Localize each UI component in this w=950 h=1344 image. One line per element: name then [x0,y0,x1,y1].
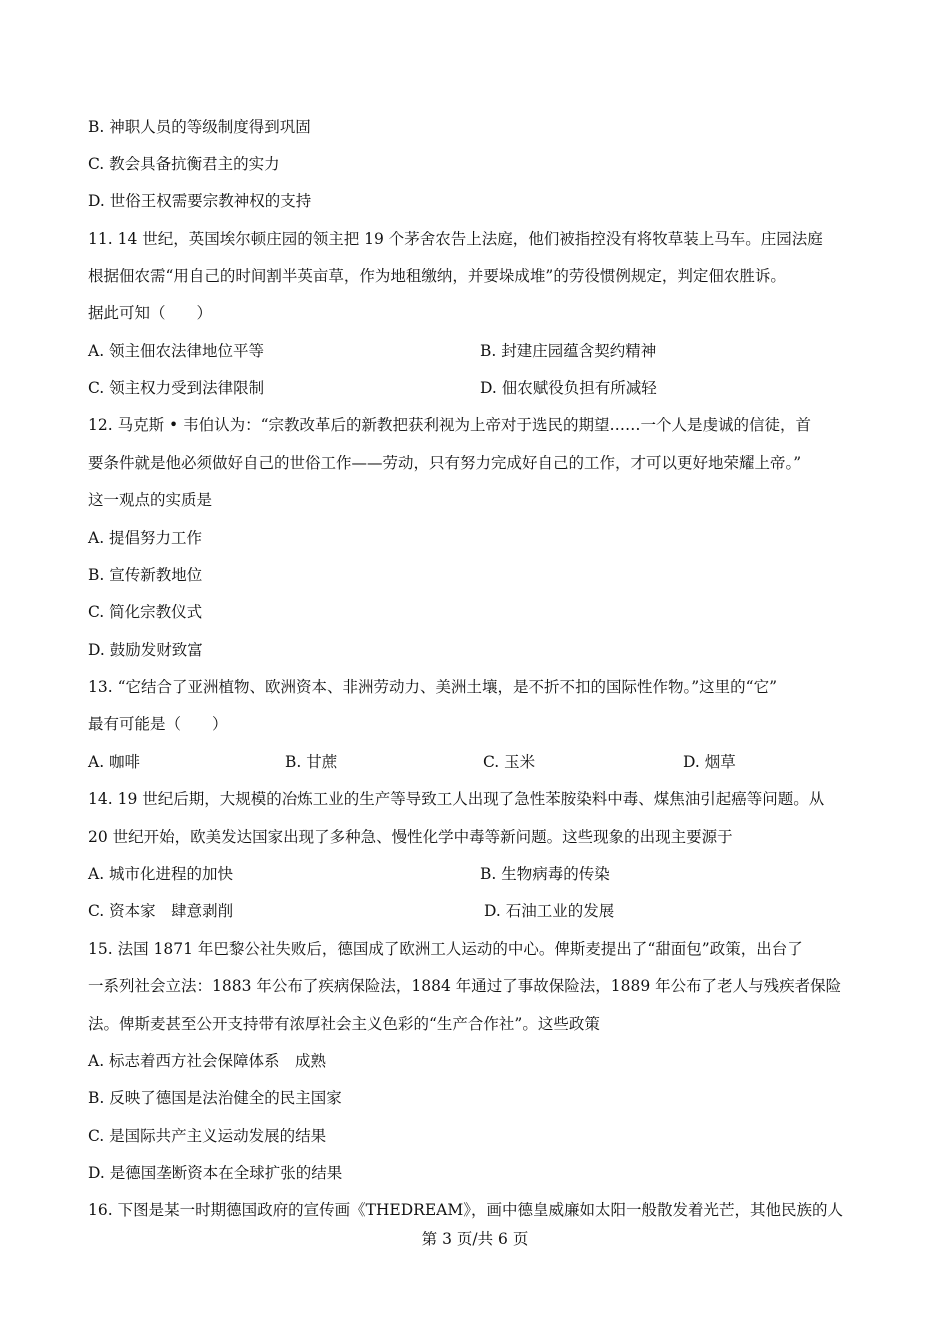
q12-stem-line-3: 这一观点的实质是 [88,491,213,509]
q15-stem-line-2: 一系列社会立法：1883 年公布了疾病保险法，1884 年通过了事故保险法，1889 年公布了老人与残疾者保险 [88,977,842,995]
q14-option-a: A. 城市化进程的加快 [88,865,234,883]
q10-option-c: C. 教会具备抗衡君主的实力 [88,155,280,173]
q15-stem-line-1: 15. 法国 1871 年巴黎公社失败后，德国成了欧洲工人运动的中心。俾斯麦提出了“甜面包”政策，出台了 [88,940,803,958]
q11-stem-line-3: 据此可知（ ） [88,304,213,322]
q11-stem-line-1: 11. 14 世纪，英国埃尔顿庄园的领主把 19 个茅舍农告上法庭，他们被指控没有将牧草装上马车。庄园法庭 [88,230,823,248]
q16-stem-line-1: 16. 下图是某一时期德国政府的宣传画《THEDREAM》，画中德皇威廉如太阳一般散发着光芒，其他民族的人 [88,1201,843,1219]
q13-option-a: A. 咖啡 [88,753,141,771]
q12-stem-line-1: 12. 马克斯 • 韦伯认为：“宗教改革后的新教把获利视为上帝对于选民的期望……一个人是虔诚的信徒，首 [88,416,812,434]
q12-option-a: A. 提倡努力工作 [88,529,203,547]
q14-option-c: C. 资本家 肆意剥削 [88,902,234,920]
q12-option-c: C. 简化宗教仪式 [88,603,203,621]
q12-option-d: D. 鼓励发财致富 [88,641,203,659]
q13-option-d: D. 烟草 [683,753,736,771]
q11-option-c: C. 领主权力受到法律限制 [88,379,265,397]
q11-option-a: A. 领主佃农法律地位平等 [88,342,265,360]
q14-option-d: D. 石油工业的发展 [484,902,615,920]
q15-stem-line-3: 法。俾斯麦甚至公开支持带有浓厚社会主义色彩的“生产合作社”。这些政策 [88,1015,600,1033]
q12-stem-line-2: 要条件就是他必须做好自己的世俗工作——劳动，只有努力完成好自己的工作，才可以更好地荣耀上帝。” [88,454,802,472]
q15-option-b: B. 反映了德国是法治健全的民主国家 [88,1089,342,1107]
q11-option-b: B. 封建庄园蕴含契约精神 [480,342,657,360]
q13-stem-line-1: 13. “它结合了亚洲植物、欧洲资本、非洲劳动力、美洲土壤，是不折不扣的国际性作物。”这里的“它” [88,678,778,696]
q10-option-b: B. 神职人员的等级制度得到巩固 [88,118,311,136]
q14-stem-line-2: 20 世纪开始，欧美发达国家出现了多种急、慢性化学中毒等新问题。这些现象的出现主要源于 [88,828,733,846]
q14-stem-line-1: 14. 19 世纪后期，大规模的冶炼工业的生产等导致工人出现了急性苯胺染料中毒、煤焦油引起癌等问题。从 [88,790,825,808]
page-number: 第 3 页/共 6 页 [421,1230,529,1248]
q12-option-b: B. 宣传新教地位 [88,566,203,584]
q15-option-d: D. 是德国垄断资本在全球扩张的结果 [88,1164,343,1182]
q13-option-b: B. 甘蔗 [285,753,338,771]
q11-option-d: D. 佃农赋役负担有所减轻 [480,379,657,397]
q11-stem-line-2: 根据佃农需“用自己的时间割半英亩草，作为地租缴纳，并要垛成堆”的劳役惯例规定，判定佃农胜诉。 [88,267,786,285]
q15-option-c: C. 是国际共产主义运动发展的结果 [88,1127,327,1145]
q15-option-a: A. 标志着西方社会保障体系 成熟 [88,1052,327,1070]
q13-option-c: C. 玉米 [483,753,536,771]
q13-stem-line-2: 最有可能是（ ） [88,715,228,733]
q10-option-d: D. 世俗王权需要宗教神权的支持 [88,192,312,210]
q14-option-b: B. 生物病毒的传染 [480,865,610,883]
